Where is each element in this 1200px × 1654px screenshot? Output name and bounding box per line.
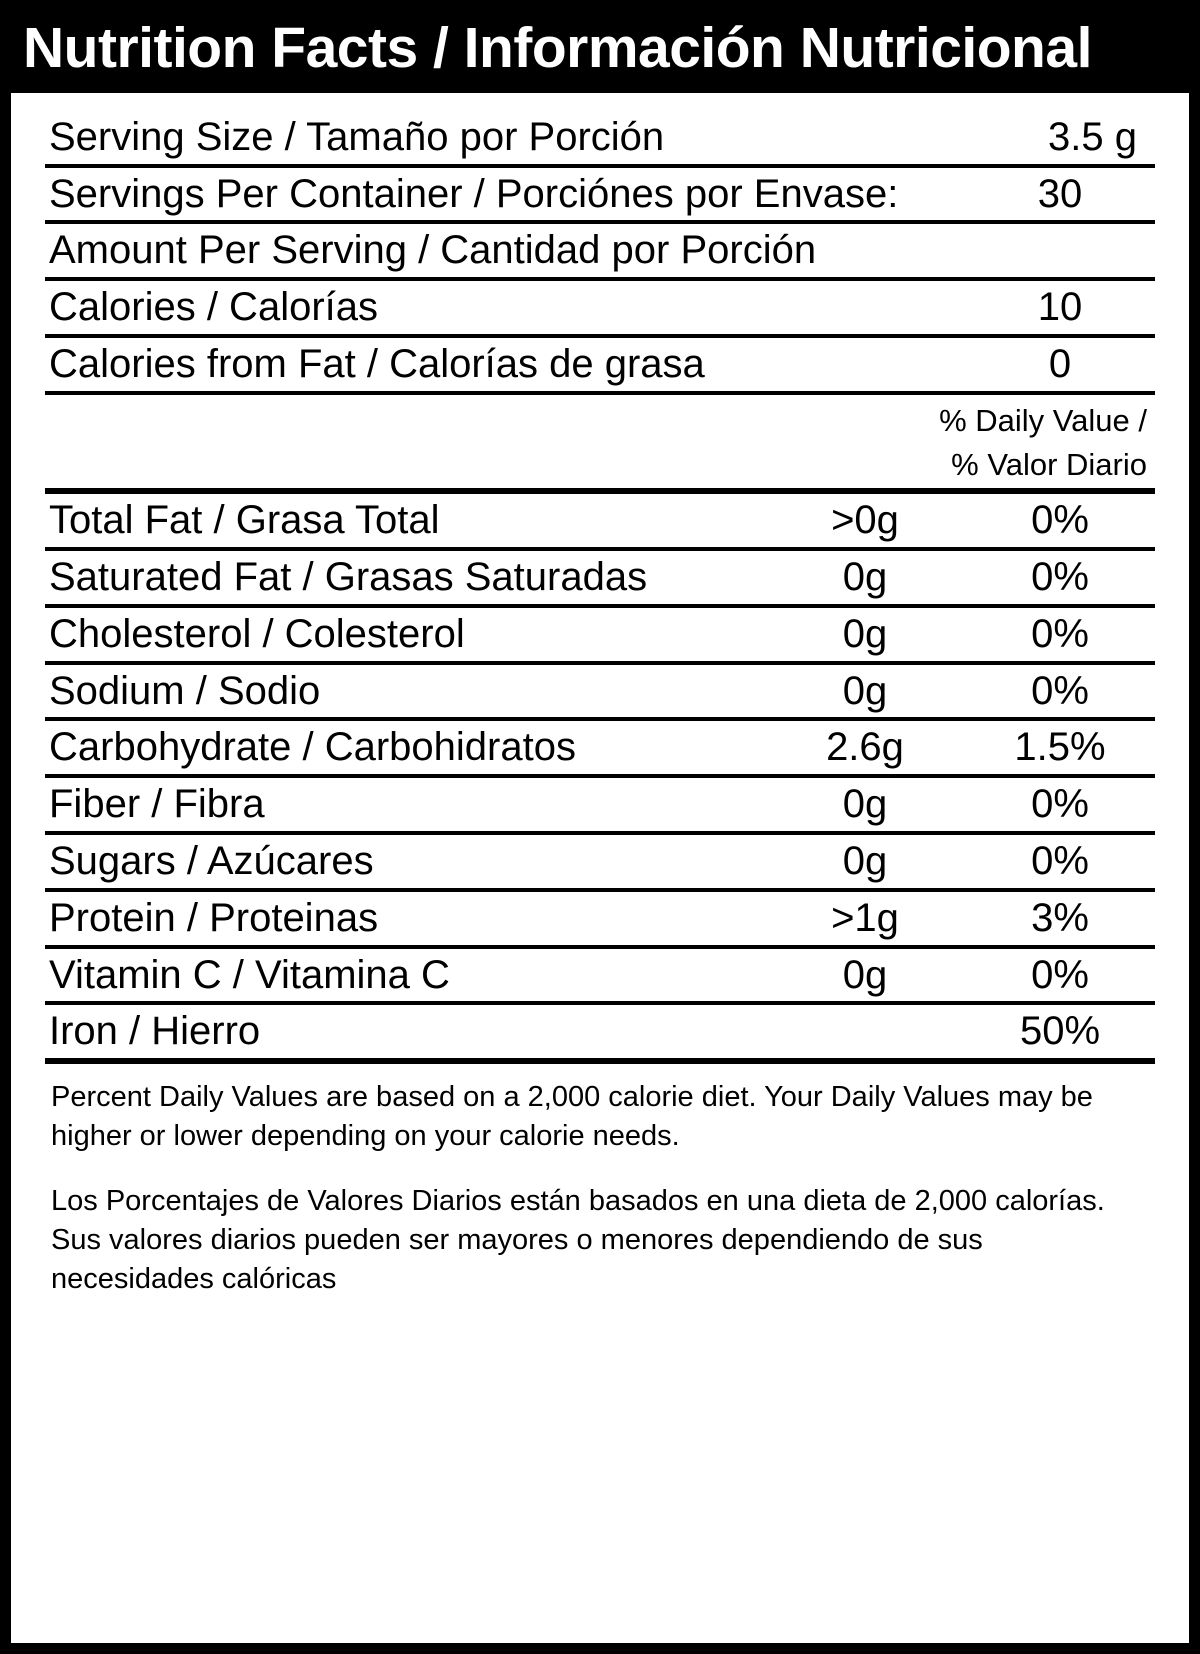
amount-per-serving-label: Amount Per Serving / Cantidad por Porción xyxy=(49,228,817,273)
table-row xyxy=(45,778,1155,831)
nutrient-label: Sugars / Azúcares xyxy=(49,838,374,883)
daily-value-header xyxy=(45,395,1155,488)
servings-per-container-value: 30 xyxy=(1037,171,1083,216)
nutrient-dv: 0% xyxy=(1031,498,1089,543)
nutrient-label: Protein / Proteinas xyxy=(49,895,379,940)
table-row xyxy=(45,721,1155,774)
nutrient-dv: 0% xyxy=(1031,611,1089,656)
nutrient-amount: >1g xyxy=(831,895,899,940)
facts-body xyxy=(11,93,1189,1319)
nutrient-label: Sodium / Sodio xyxy=(49,668,321,713)
table-row xyxy=(45,892,1155,945)
daily-value-header-line2: % Valor Diario xyxy=(951,446,1147,482)
table-row xyxy=(45,494,1155,547)
table-row xyxy=(45,835,1155,888)
serving-size-row xyxy=(45,111,1155,164)
footnote-english: Percent Daily Values are based on a 2,000 calorie diet. Your Daily Values may be higher or lower depending on your calorie needs. xyxy=(51,1081,1093,1152)
nutrient-label: Iron / Hierro xyxy=(49,1009,261,1054)
table-row xyxy=(45,551,1155,604)
table-row xyxy=(45,1005,1155,1058)
nutrient-label: Cholesterol / Colesterol xyxy=(49,611,465,656)
serving-size-value: 3.5 g xyxy=(1048,114,1137,159)
calories-from-fat-row xyxy=(45,338,1155,391)
nutrient-amount: 0g xyxy=(842,782,888,827)
calories-label: Calories / Calorías xyxy=(49,285,379,330)
footnote-spanish: Los Porcentajes de Valores Diarios están basados en una dieta de 2,000 calorías. Sus valores diarios pueden ser mayores o menores dependiendo de sus necesidades calóricas xyxy=(51,1184,1105,1295)
table-row xyxy=(45,608,1155,661)
nutrient-amount: 0g xyxy=(842,668,888,713)
footnotes xyxy=(45,1064,1155,1298)
nutrient-amount: 2.6g xyxy=(826,725,904,770)
nutrient-label: Saturated Fat / Grasas Saturadas xyxy=(49,554,648,599)
nutrient-dv: 0% xyxy=(1031,838,1089,883)
nutrient-amount: 0g xyxy=(842,838,888,883)
servings-per-container-row xyxy=(45,168,1155,221)
amount-per-serving-row xyxy=(45,224,1155,277)
table-row xyxy=(45,665,1155,718)
servings-per-container-label: Servings Per Container / Porciónes por Envase: xyxy=(49,171,899,216)
calories-from-fat-value: 0 xyxy=(1048,342,1072,387)
calories-value: 10 xyxy=(1037,285,1083,330)
nutrient-dv: 1.5% xyxy=(1014,725,1106,770)
calories-from-fat-label: Calories from Fat / Calorías de grasa xyxy=(49,342,705,387)
nutrient-amount: >0g xyxy=(831,498,899,543)
table-row xyxy=(45,949,1155,1002)
serving-size-label: Serving Size / Tamaño por Porción xyxy=(49,114,665,159)
nutrient-amount: 0g xyxy=(842,611,888,656)
nutrient-dv: 0% xyxy=(1031,554,1089,599)
nutrient-label: Total Fat / Grasa Total xyxy=(49,498,440,543)
nutrient-dv: 50% xyxy=(1019,1009,1101,1054)
daily-value-header-line1: % Daily Value / xyxy=(939,402,1147,438)
nutrient-label: Fiber / Fibra xyxy=(49,782,265,827)
nutrient-rows xyxy=(45,494,1155,1064)
nutrient-dv: 0% xyxy=(1031,782,1089,827)
nutrient-dv: 0% xyxy=(1031,952,1089,997)
nutrient-label: Vitamin C / Vitamina C xyxy=(49,952,450,997)
nutrient-dv: 0% xyxy=(1031,668,1089,713)
nutrient-label: Carbohydrate / Carbohidratos xyxy=(49,725,576,770)
nutrient-amount: 0g xyxy=(842,952,888,997)
panel-title: Nutrition Facts / Información Nutricional xyxy=(11,11,1189,93)
nutrient-dv: 3% xyxy=(1031,895,1089,940)
calories-row xyxy=(45,281,1155,334)
nutrient-amount: 0g xyxy=(842,554,888,599)
